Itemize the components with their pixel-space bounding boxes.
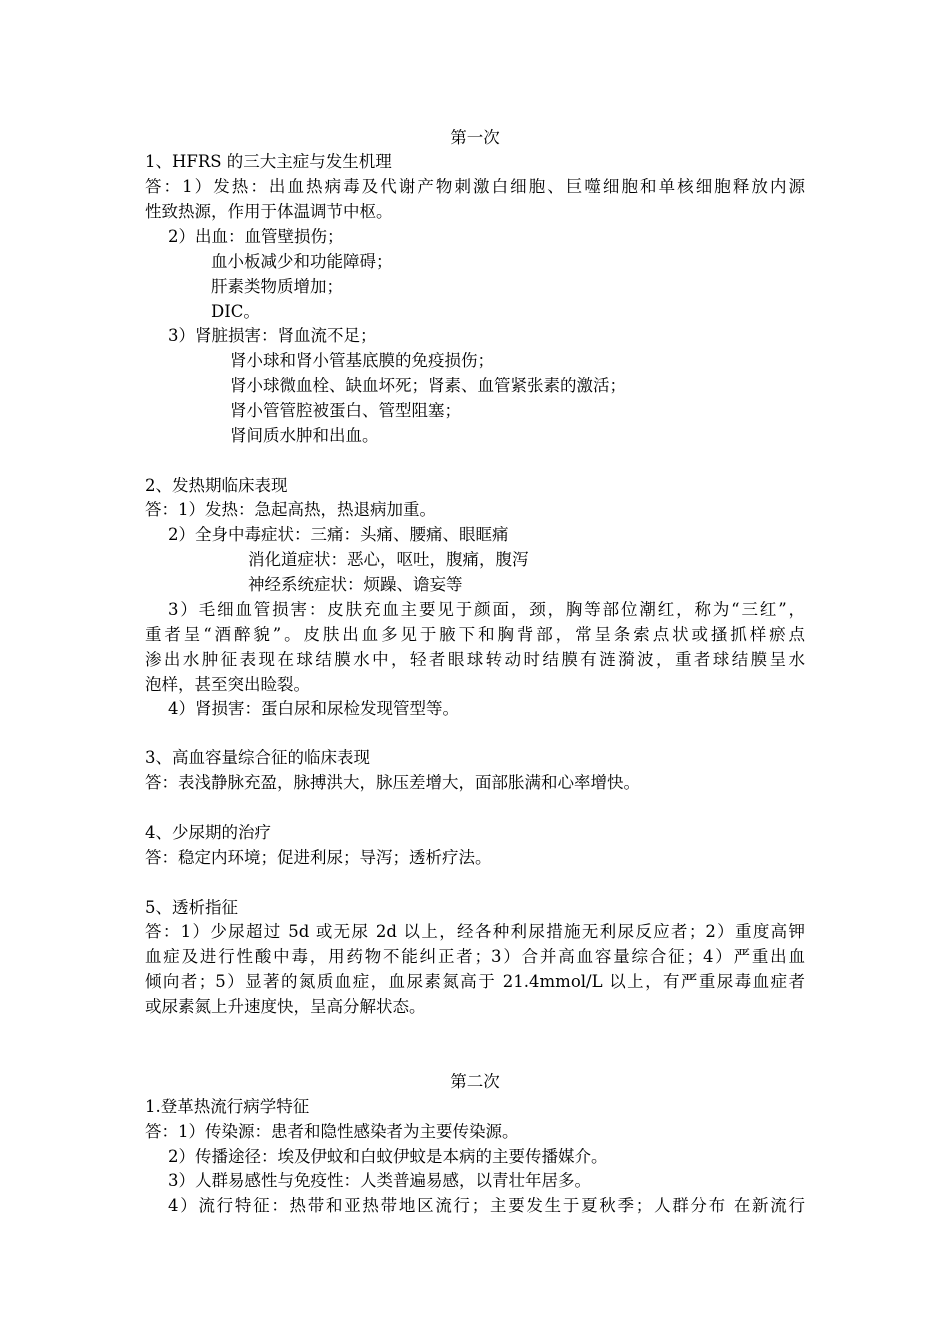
answer-line: 2）全身中毒症状：三痛：头痛、腰痛、眼眶痛: [168, 525, 509, 544]
answer-line: 血小板减少和功能障碍；: [211, 252, 393, 271]
answer-line: 答：表浅静脉充盈，脉搏洪大，脉压差增大，面部胀满和心率增快。: [145, 773, 640, 792]
answer-line: 倾向者；5）显著的氮质血症，血尿素氮高于 21.4mmol/L 以上，有严重尿毒血症者: [145, 972, 805, 991]
question-heading: 1、HFRS 的三大主症与发生机理: [145, 152, 392, 171]
answer-line: 或尿素氮上升速度快，呈高分解状态。: [145, 997, 426, 1016]
answer-line: 肾间质水肿和出血。: [230, 426, 379, 445]
answer-line: 肝素类物质增加；: [211, 277, 343, 296]
answer-line: 4）肾损害：蛋白尿和尿检发现管型等。: [168, 699, 459, 718]
answer-line: 答：1）传染源：患者和隐性感染者为主要传染源。: [145, 1122, 519, 1141]
answer-line: 4）流行特征：热带和亚热带地区流行；主要发生于夏秋季；人群分布 在新流行: [168, 1196, 805, 1215]
answer-line: 3）毛细血管损害：皮肤充血主要见于颜面，颈，胸等部位潮红，称为“三红”，: [168, 600, 805, 619]
section-title: 第一次: [450, 128, 500, 147]
answer-line: 答：稳定内环境；促进利尿；导泻；透析疗法。: [145, 848, 492, 867]
question-heading: 4、少尿期的治疗: [145, 823, 271, 842]
question-heading: 3、高血容量综合征的临床表现: [145, 748, 370, 767]
answer-line: 3）肾脏损害：肾血流不足；: [168, 326, 377, 345]
question-heading: 1.登革热流行病学特征: [145, 1097, 310, 1116]
answer-line: 答：1）发热：出血热病毒及代谢产物刺激白细胞、巨噬细胞和单核细胞释放内源: [145, 177, 805, 196]
answer-line: 答：1）少尿超过 5d 或无尿 2d 以上，经各种利尿措施无利尿反应者；2）重度高钾: [145, 922, 805, 941]
answer-line: DIC。: [211, 302, 260, 321]
answer-line: 性致热源，作用于体温调节中枢。: [145, 202, 393, 221]
answer-line: 重者呈“酒醉貌”。皮肤出血多见于腋下和胸背部，常呈条索点状或搔抓样瘀点: [145, 625, 805, 644]
answer-line: 肾小管管腔被蛋白、管型阻塞；: [230, 401, 461, 420]
answer-line: 2）出血：血管壁损伤；: [168, 227, 344, 246]
answer-line: 肾小球微血栓、缺血坏死；肾素、血管紧张素的激活；: [230, 376, 626, 395]
answer-line: 神经系统症状：烦躁、谵妄等: [248, 575, 463, 594]
section-title: 第二次: [450, 1072, 500, 1091]
answer-line: 2）传播途径：埃及伊蚊和白蚊伊蚊是本病的主要传播媒介。: [168, 1147, 608, 1166]
question-heading: 5、透析指征: [145, 898, 238, 917]
answer-line: 答：1）发热：急起高热，热退病加重。: [145, 500, 436, 519]
answer-line: 肾小球和肾小管基底膜的免疫损伤；: [230, 351, 494, 370]
answer-line: 渗出水肿征表现在球结膜水中，轻者眼球转动时结膜有涟漪波，重者球结膜呈水: [145, 650, 805, 669]
answer-line: 3）人群易感性与免疫性：人类普遍易感，以青壮年居多。: [168, 1171, 591, 1190]
question-heading: 2、发热期临床表现: [145, 476, 288, 495]
answer-line: 泡样，甚至突出睑裂。: [145, 675, 310, 694]
answer-line: 消化道症状：恶心，呕吐，腹痛，腹泻: [248, 550, 529, 569]
answer-line: 血症及进行性酸中毒，用药物不能纠正者；3）合并高血容量综合征；4）严重出血: [145, 947, 805, 966]
